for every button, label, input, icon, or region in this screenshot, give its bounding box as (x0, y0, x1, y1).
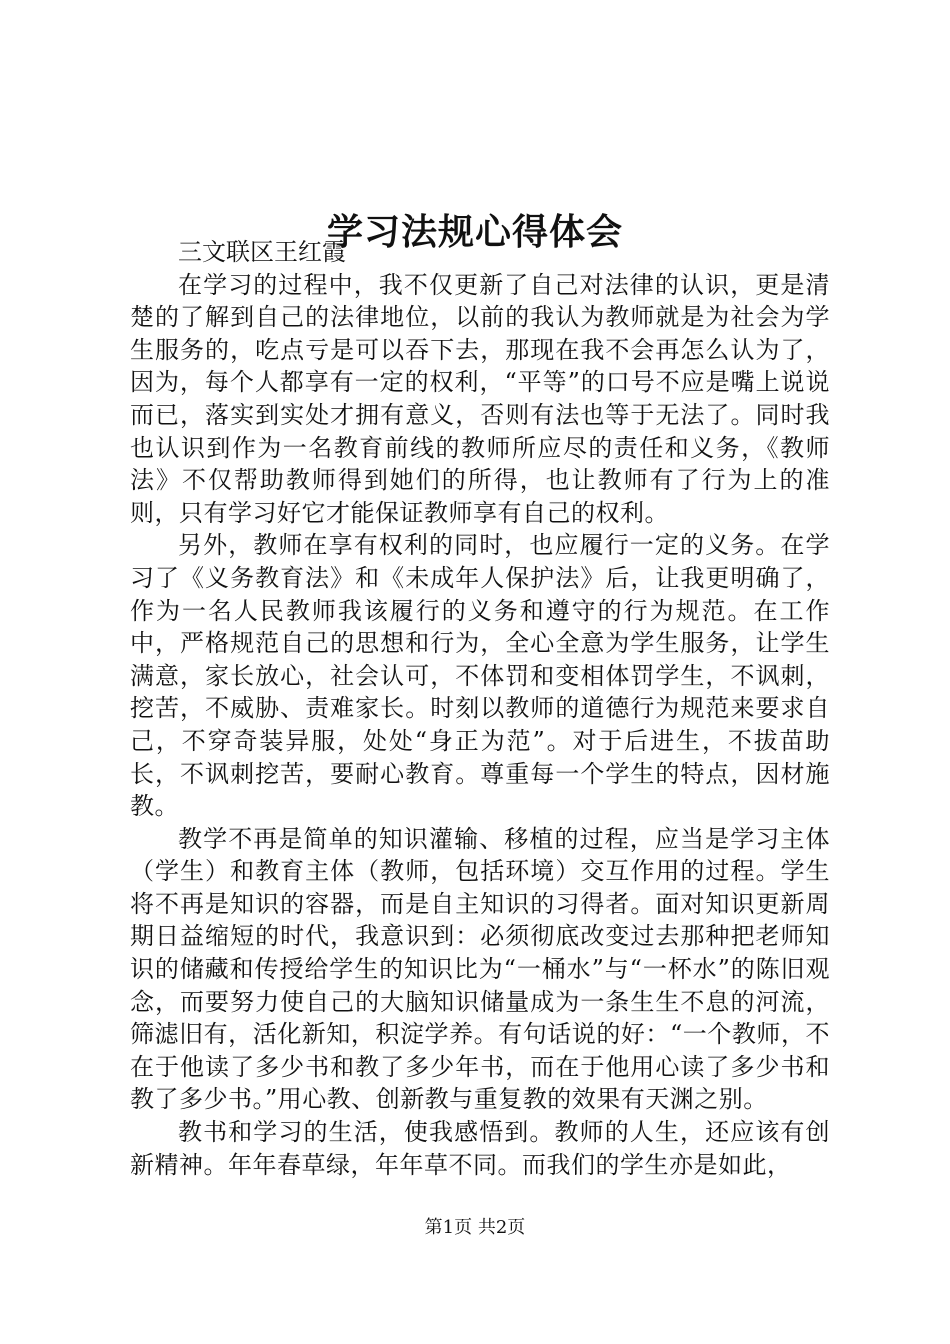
paragraph-1: 在学习的过程中，我不仅更新了自己对法律的认识，更是清楚的了解到自己的法律地位，以前的我认为教师就是为社会为学生服务的，吃点亏是可以吞下去，那现在我不会再怎么认为了，因为，每个人都享有一定的权利，“平等”的口号不应是嘴上说说而已，落实到实处才拥有意义，否则有法也等于无法了。同时我也认识到作为一名教育前线的教师所应尽的责任和义务，《教师法》不仅帮助教师得到她们的所得，也让教师有了行为上的准则，只有学习好它才能保证教师享有自己的权利。 (130, 270, 830, 527)
page-number-footer: 第1页 共2页 (424, 1217, 526, 1238)
document-title: 学习法规心得体会 (326, 211, 623, 254)
paragraph-2: 另外，教师在享有权利的同时，也应履行一定的义务。在学习了《义务教育法》和《未成年人保护法》后，让我更明确了，作为一名人民教师我该履行的义务和遵守的行为规范。在工作中，严格规范自己的思想和行为，全心全意为学生服务，让学生满意，家长放心，社会认可，不体罚和变相体罚学生，不讽刺，挖苦，不威胁、责难家长。时刻以教师的道德行为规范来要求自己，不穿奇装异服，处处“身正为范”。对于后进生，不拔苗助长，不讽刺挖苦，要耐心教育。尊重每一个学生的特点，因材施教。 (130, 531, 830, 821)
paragraph-3: 教学不再是简单的知识灌输、移植的过程，应当是学习主体（学生）和教育主体（教师，包括环境）交互作用的过程。学生将不再是知识的容器，而是自主知识的习得者。面对知识更新周期日益缩短的时代，我意识到：必须彻底改变过去那种把老师知识的储藏和传授给学生的知识比为“一桶水”与“一杯水”的陈旧观念，而要努力使自己的大脑知识储量成为一条生生不息的河流，筛滤旧有，活化新知，积淀学养。有句话说的好：“一个教师，不在于他读了多少书和教了多少年书，而在于他用心读了多少书和教了多少书。”用心教、创新教与重复教的效果有天渊之别。 (130, 824, 830, 1114)
author-line: 三文联区王红霞 (178, 238, 346, 266)
document-body (130, 236, 830, 1181)
paragraph-4: 教书和学习的生活，使我感悟到。教师的人生，还应该有创新精神。年年春草绿，年年草不同。而我们的学生亦是如此， (130, 1118, 830, 1179)
